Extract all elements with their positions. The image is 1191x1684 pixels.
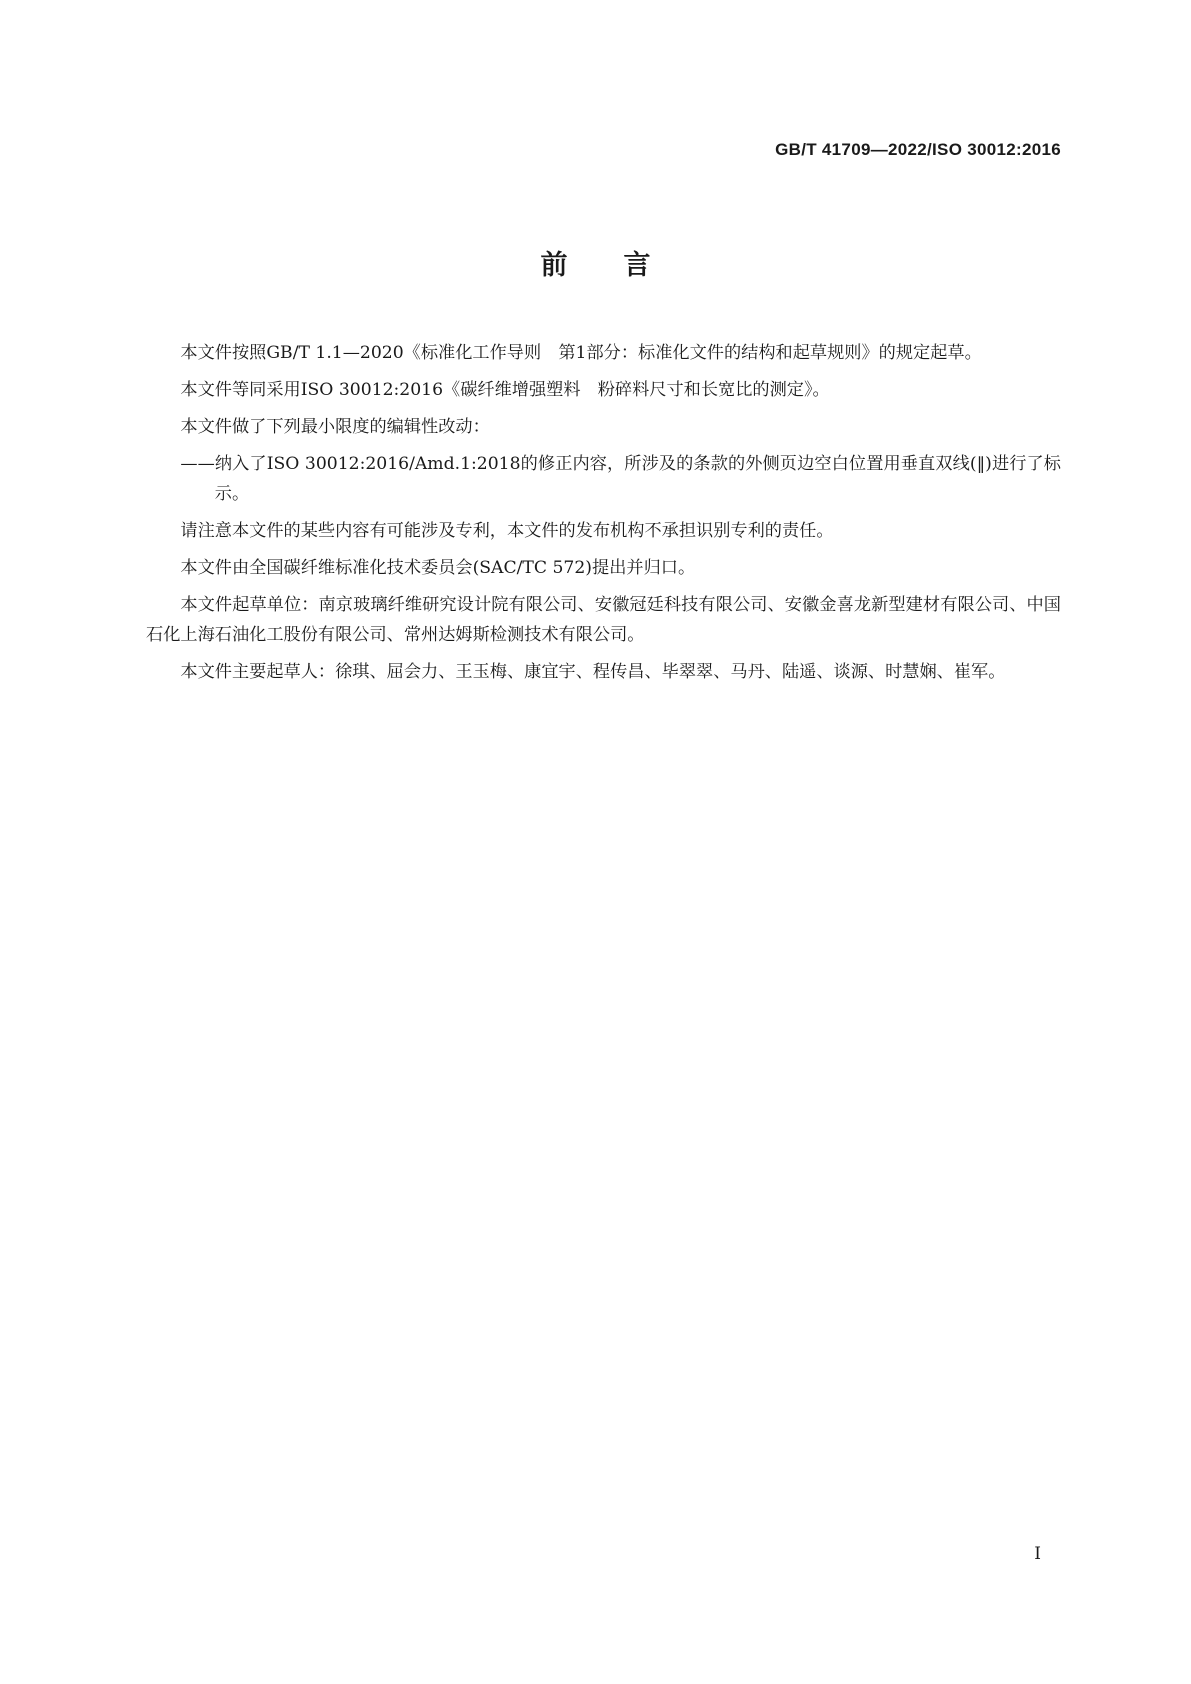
page-number: Ⅰ: [1034, 1544, 1041, 1564]
list-item-text: ——纳入了ISO 30012:2016/Amd.1:2018的修正内容，所涉及的条款的外侧页边空白位置用垂直双线(‖)进行了标示。: [180, 454, 1061, 504]
foreword-body: [146, 338, 1061, 694]
document-code-header: GB/T 41709—2022/ISO 30012:2016: [775, 140, 1061, 159]
list-item-amendment: [146, 449, 1061, 509]
paragraph-editorial-changes: 本文件做了下列最小限度的编辑性改动：: [180, 417, 490, 437]
paragraph-drafting-organizations: 本文件起草单位：南京玻璃纤维研究设计院有限公司、安徽冠廷科技有限公司、安徽金喜龙新型建材有限公司、中国石化上海石油化工股份有限公司、常州达姆斯检测技术有限公司。: [146, 595, 1061, 645]
paragraph-drafters: 本文件主要起草人：徐琪、屈会力、王玉梅、康宜宇、程传昌、毕翠翠、马丹、陆遥、谈源、时慧娴、崔军。: [180, 662, 1006, 682]
paragraph-patent-notice: 请注意本文件的某些内容有可能涉及专利，本文件的发布机构不承担识别专利的责任。: [180, 521, 834, 541]
paragraph-proposing-committee: 本文件由全国碳纤维标准化技术委员会(SAC/TC 572)提出并归口。: [180, 558, 696, 578]
paragraph-identical-adoption: 本文件等同采用ISO 30012:2016《碳纤维增强塑料 粉碎料尺寸和长宽比的测定》。: [180, 380, 830, 400]
paragraph-drafting-rules: 本文件按照GB/T 1.1—2020《标准化工作导则 第1部分：标准化文件的结构和起草规则》的规定起草。: [180, 343, 982, 363]
page-title: 前言: [540, 250, 707, 281]
